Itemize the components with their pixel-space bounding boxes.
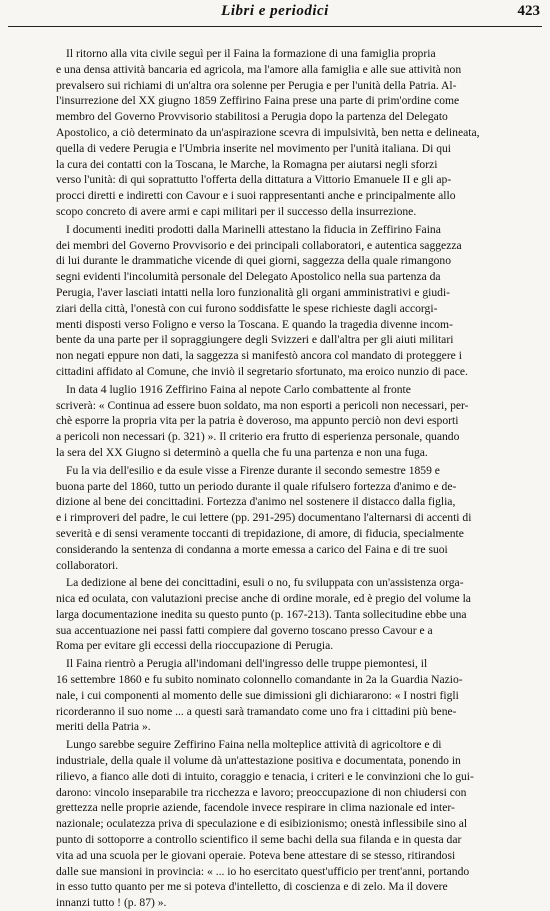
text-line: verso l'unità: di qui soprattutto l'offerta della dittatura a Vittorio Emanuele II e gli ap- xyxy=(56,173,452,187)
text-line: non negati eppure non dati, la saggezza si manifestò ancora col mandato di proteggere i xyxy=(56,349,462,363)
text-line: l'insurrezione del XX giugno 1859 Zeffirino Faina prese una parte di prim'ordine come xyxy=(56,94,460,108)
paragraph xyxy=(56,382,533,461)
text-line: dei membri del Governo Provvisorio e dei principali collaboratori, e autentica saggezza xyxy=(56,238,462,252)
paragraph xyxy=(56,656,533,735)
text-line: In data 4 luglio 1916 Zeffirino Faina al nepote Carlo combattente al fronte xyxy=(66,382,411,396)
text-line: dizione al bene dei concittadini. Fortezza d'animo nel sostenere il distacco dalla figlia, xyxy=(56,495,456,509)
text-line: punto di sottoporre a controllo scientifico il seme bachi della sua filanda e in questa dar xyxy=(56,833,462,847)
paragraph xyxy=(56,737,533,911)
text-line: scopo concreto di avere armi e capi militari per il successo della insurrezione. xyxy=(56,204,417,218)
text-line: Apostolico, a ciò determinato da un'aspirazione scevra di impulsività, ben netta e delineata, xyxy=(56,125,480,139)
text-line: bente da una parte per il sopraggiungere degli Svizzeri e dall'altra per gli aiuti militari xyxy=(56,333,454,347)
running-title: Libri e periodici xyxy=(221,3,329,19)
text-line: 16 settembre 1860 e fu subito nominato colonnello comandante in 2a la Guardia Nazio- xyxy=(56,673,463,687)
text-line: severità e di sensi veramente toccanti di trepidazione, di amore, di fiducia, specialmente xyxy=(56,526,464,540)
text-line: e una densa attività bancaria ed agricola, ma l'amore alla famiglia e alle sue attività non xyxy=(56,62,462,76)
text-line: menti disposti verso Foligno e verso la Toscana. E quando la tragedia divenne incom- xyxy=(56,317,453,331)
text-line: vita ad una scuola per le giovani operaie. Poteva bene attestare di se stesso, ritirandosi xyxy=(56,848,456,862)
text-line: Il Faina rientrò a Perugia all'indomani dell'ingresso delle truppe piemontesi, il xyxy=(66,657,428,671)
paragraph xyxy=(56,46,533,220)
text-line: Roma per evitare gli eccessi della rioccupazione di Perugia. xyxy=(56,639,334,653)
text-line: cittadini affidato al Comune, che inviò il segretario sfortunato, ma eroico nunzio di pace. xyxy=(56,364,468,378)
text-line: nale, i cui componenti al momento delle sue dimissioni gli dichiararono: « I nostri figli xyxy=(56,688,459,702)
text-line: prevalsero sui richiami di un'altra ora solenne per Perugia e per l'unità della Patria. Al- xyxy=(56,78,457,92)
text-line: quella di vedere Perugia e l'Umbria inserite nel movimento per l'unità italiana. Di qui xyxy=(56,141,452,155)
text-line: di lui durante le drammatiche vicende di quei giorni, saggezza della quale rimangono xyxy=(56,254,452,268)
text-line: nica ed oculata, con valutazioni precise anche di ordine morale, ed è pregio del volume la xyxy=(56,592,471,606)
text-line: sua accentuazione nei passi fatti compiere dal governo toscano presso Cavour e a xyxy=(56,623,433,637)
text-line: grettezza nelle proprie aziende, facendole invece respirare in clima nazionale ed inter- xyxy=(56,801,455,815)
text-line: ziari della città, l'onestà con cui furono soddisfatte le spese richieste dagli accorgi- xyxy=(56,301,438,315)
text-line: darono: vincolo inseparabile tra ricchezza e lavoro; preoccupazione di non chiudersi con xyxy=(56,785,467,799)
text-line: la sera del XX Giugno si determinò a quella che fu una partenza e non una fuga. xyxy=(56,445,428,459)
paragraph xyxy=(56,222,533,380)
text-line: scriverà: « Continua ad essere buon soldato, ma non esporti a pericoli non necessari, per- xyxy=(56,398,469,412)
running-header xyxy=(8,0,542,27)
text-line: collaboratori. xyxy=(56,558,119,572)
text-line: innanzi tutto ! (p. 87) ». xyxy=(56,896,167,910)
text-line: segni evidenti l'incolumità personale del Delegato Apostolico nella sua partenza da xyxy=(56,270,441,284)
text-line: la cura dei contatti con la Toscana, le Marche, la Romagna per aiutarsi negli sforzi xyxy=(56,157,438,171)
article-body xyxy=(56,46,533,911)
text-line: buona parte del 1860, tutto un periodo durante il quale rifulsero fortezza d'animo e de- xyxy=(56,479,457,493)
text-line: considerando la sentenza di condanna a morte emessa a carico del Faina e di tre suoi xyxy=(56,542,448,556)
text-line: I documenti inediti prodotti dalla Marinelli attestano la fiducia in Zeffirino Faina xyxy=(66,222,441,236)
text-line: La dedizione al bene dei concittadini, esuli o no, fu sviluppata con un'assistenza orga- xyxy=(66,576,464,590)
text-line: nazionale; oculatezza priva di speculazione e di esibizionismo; onestà inflessibile sino al xyxy=(56,817,468,831)
text-line: meriti della Patria ». xyxy=(56,720,151,734)
text-line: Fu la via dell'esilio e da esule visse a Firenze durante il secondo semestre 1859 e xyxy=(66,463,440,477)
text-line: e i rimproveri del padre, le cui lettere (pp. 291-295) documentano l'alternarsi di accenti di xyxy=(56,511,472,525)
paragraph xyxy=(56,575,533,654)
text-line: chè esporre la propria vita per la patria è doveroso, ma appunto perciò non devi esporti xyxy=(56,414,459,428)
text-line: Il ritorno alla vita civile seguì per il Faina la formazione di una famiglia propria xyxy=(66,47,436,60)
text-line: Lungo sarebbe seguire Zeffirino Faina nella molteplice attività di agricoltore e di xyxy=(66,738,442,752)
text-line: Perugia, l'aver lasciati intatti nella loro funzionalità gli organi amministrativi e giudi- xyxy=(56,285,451,299)
text-line: membro del Governo Provvisorio stabilitosi a Perugia dopo la partenza del Delegato xyxy=(56,110,448,124)
paragraph xyxy=(56,463,533,574)
text-line: industriale, della quale il volume dà un'attestazione positiva e documentata, ponendo in xyxy=(56,754,461,768)
page-number: 423 xyxy=(517,3,540,19)
text-line: ricorderanno il suo nome ... a questi sarà tramandato come uno fra i cittadini più bene- xyxy=(56,704,457,718)
text-line: procci diretti e indiretti con Cavour e i suoi rappresentanti anche e principalmente allo xyxy=(56,189,456,203)
text-line: a pericoli non necessari (p. 321) ». Il criterio era frutto di esperienza personale, quando xyxy=(56,430,460,444)
text-line: rilievo, a fianco alle doti di intuito, coraggio e tenacia, i criteri e le convinzioni che lo gui- xyxy=(56,769,474,783)
text-line: dalle sue mansioni in provincia: « ... io ho esercitato quest'ufficio per trent'anni, portando xyxy=(56,864,470,878)
text-line: larga documentazione inedita su questo punto (p. 167-213). Tanta sollecitudine ebbe una xyxy=(56,607,467,621)
text-line: in esso tutto quanto per me si poteva d'intelletto, di coscienza e di zelo. Ma il dovere xyxy=(56,880,448,894)
